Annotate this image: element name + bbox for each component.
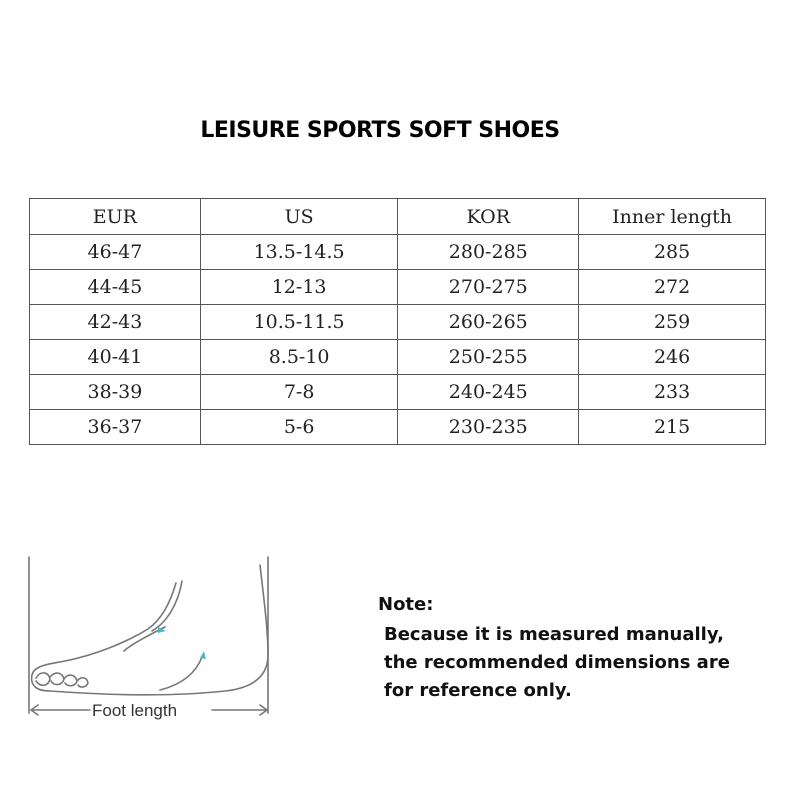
cell-inner-length: 215	[579, 410, 766, 445]
table-row	[30, 375, 766, 410]
cell-eur: 44-45	[30, 270, 201, 305]
header-inner-length: Inner length	[579, 199, 766, 235]
table-row	[30, 410, 766, 445]
cell-kor: 250-255	[398, 340, 579, 375]
header-us: US	[200, 199, 398, 235]
cell-kor: 270-275	[398, 270, 579, 305]
page-title: LEISURE SPORTS SOFT SHOES	[200, 118, 560, 143]
cell-us: 7-8	[200, 375, 398, 410]
cell-eur: 40-41	[30, 340, 201, 375]
foot-length-label: Foot length	[92, 701, 178, 720]
toe-outline	[36, 673, 50, 685]
note-block	[378, 594, 730, 705]
cell-inner-length: 285	[579, 235, 766, 270]
cell-inner-length: 259	[579, 305, 766, 340]
header-eur: EUR	[30, 199, 201, 235]
toe-outline	[50, 673, 64, 684]
table-header-row	[30, 199, 766, 235]
note-line: the recommended dimensions are	[384, 652, 730, 673]
cell-us: 12-13	[200, 270, 398, 305]
cell-kor: 260-265	[398, 305, 579, 340]
arch-curve	[160, 657, 202, 690]
cell-eur: 42-43	[30, 305, 201, 340]
cell-eur: 38-39	[30, 375, 201, 410]
table-row	[30, 270, 766, 305]
toe-outline	[64, 675, 77, 686]
size-chart-table	[29, 198, 766, 445]
table-row	[30, 340, 766, 375]
cell-kor: 280-285	[398, 235, 579, 270]
header-kor: KOR	[398, 199, 579, 235]
cell-eur: 36-37	[30, 410, 201, 445]
cell-us: 10.5-11.5	[200, 305, 398, 340]
table-row	[30, 305, 766, 340]
cell-inner-length: 233	[579, 375, 766, 410]
cell-eur: 46-47	[30, 235, 201, 270]
toe-outline	[77, 678, 88, 687]
cell-us: 13.5-14.5	[200, 235, 398, 270]
cell-us: 8.5-10	[200, 340, 398, 375]
note-line: for reference only.	[384, 680, 572, 701]
cell-kor: 230-235	[398, 410, 579, 445]
note-label: Note:	[378, 594, 434, 615]
measure-marker	[200, 651, 206, 659]
foot-measurement-diagram	[20, 545, 290, 735]
cell-inner-length: 272	[579, 270, 766, 305]
table-row	[30, 235, 766, 270]
note-line: Because it is measured manually,	[384, 624, 725, 645]
cell-kor: 240-245	[398, 375, 579, 410]
cell-inner-length: 246	[579, 340, 766, 375]
cell-us: 5-6	[200, 410, 398, 445]
